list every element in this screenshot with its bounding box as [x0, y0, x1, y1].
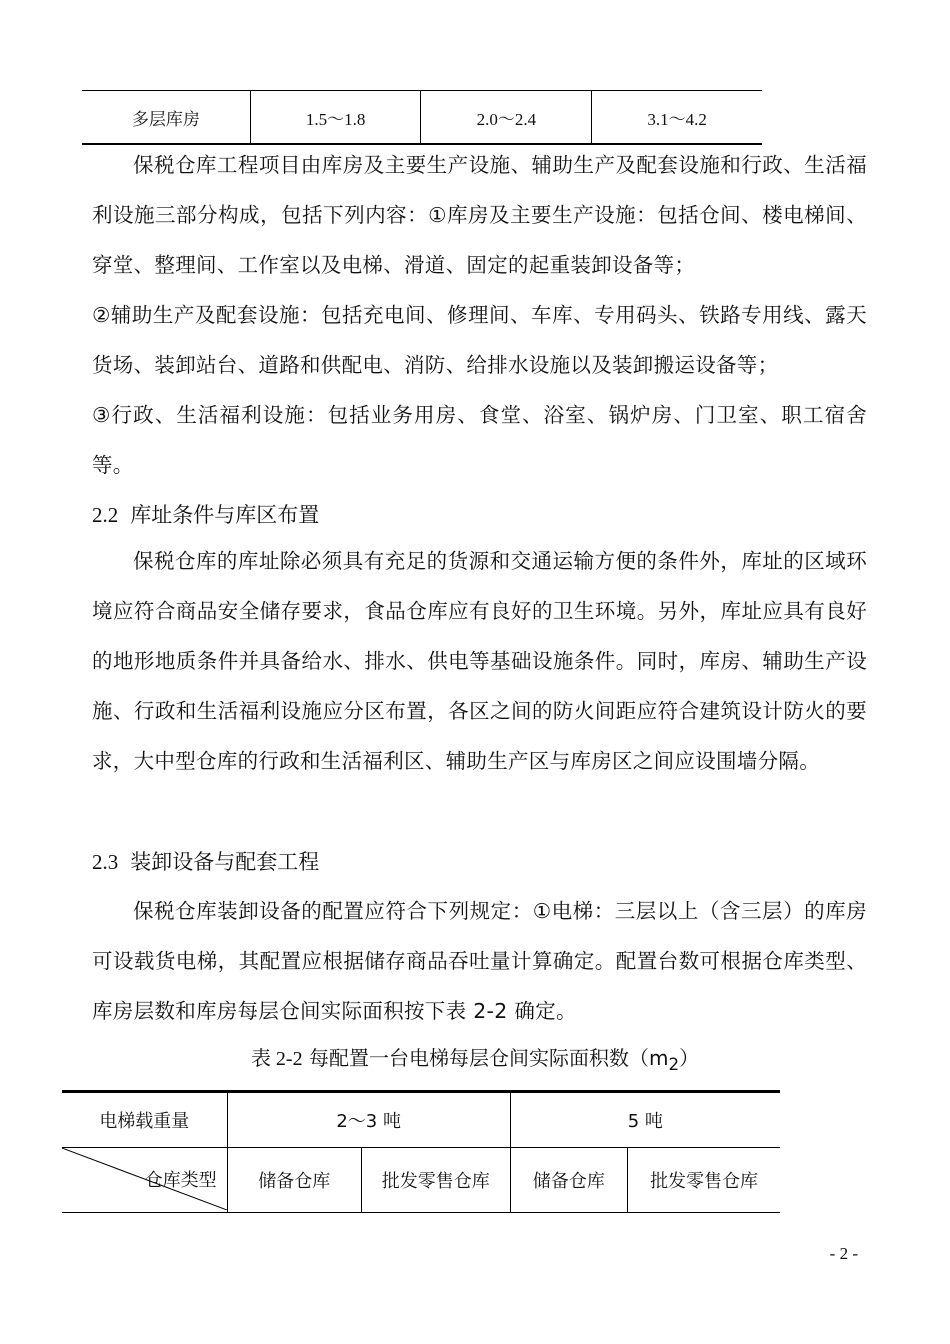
table-cell: 2～3 吨: [227, 1092, 510, 1148]
table-label: 表 2-2: [250, 1048, 303, 1070]
caption-subscript: 2: [668, 1055, 680, 1074]
table-row: [62, 1092, 780, 1148]
section-heading-2-2: [92, 495, 319, 535]
paragraph-admin: ③行政、生活福利设施：包括业务用房、食堂、浴室、锅炉房、门卫室、职工宿舍等。: [92, 403, 867, 477]
table-row: [62, 1148, 780, 1213]
table-cell: 1.5～1.8: [250, 91, 421, 145]
caption-close: ）: [679, 1046, 700, 1070]
paragraph-site: 保税仓库的库址除必须具有充足的货源和交通运输方便的条件外，库址的区域环境应符合商品安全储存要求，食品仓库应有良好的卫生环境。另外，库址应具有良好的地形地质条件并具备给水、排水、供电等基础设施条件。同时，库房、辅助生产设施、行政和生活福利设施应分区布置，各区之间的防火间距应符合建筑设计防火的要求，大中型仓库的行政和生活福利区、辅助生产区与库房区之间应设围墙分隔。: [92, 549, 867, 773]
section-heading-2-3: [92, 842, 319, 882]
table-cell: 2.0～2.4: [421, 91, 592, 145]
floor-table-fragment: [82, 90, 762, 145]
table-cell: 储备仓库: [510, 1148, 627, 1213]
table-cell: 批发零售仓库: [361, 1148, 510, 1213]
paragraph-equipment: 保税仓库装卸设备的配置应符合下列规定：①电梯：三层以上（含三层）的库房可设载货电梯，其配置应根据储存商品吞吐量计算确定。配置台数可根据仓库类型、库房层数和库房每层仓间实际面积按下表 2-2 确定。: [92, 899, 867, 1023]
diagonal-header-cell: [62, 1148, 227, 1213]
section-title: 库址条件与库区布置: [130, 503, 320, 527]
table-cell: 电梯载重量: [62, 1092, 227, 1148]
table-row: [82, 91, 762, 145]
section-title: 装卸设备与配套工程: [130, 850, 320, 874]
table-caption: [0, 1040, 950, 1083]
caption-text: 每配置一台电梯每层仓间实际面积数（m: [308, 1046, 669, 1070]
section-number: 2.2: [92, 503, 119, 527]
page-number: - 2 -: [829, 1244, 858, 1263]
corner-label: 仓库类型: [144, 1170, 217, 1191]
section-number: 2.3: [92, 850, 119, 874]
paragraph-composition: 保税仓库工程项目由库房及主要生产设施、辅助生产及配套设施和行政、生活福利设施三部分构成，包括下列内容：①库房及主要生产设施：包括仓间、楼电梯间、穿堂、整理间、工作室以及电梯、滑道、固定的起重装卸设备等；: [92, 153, 867, 277]
table-cell: 3.1～4.2: [592, 91, 762, 145]
table-cell: 5 吨: [510, 1092, 780, 1148]
paragraph-auxiliary: ②辅助生产及配套设施：包括充电间、修理间、车库、专用码头、铁路专用线、露天货场、装卸站台、道路和供配电、消防、给排水设施以及装卸搬运设备等；: [92, 303, 867, 377]
table-cell: 批发零售仓库: [628, 1148, 780, 1213]
elevator-table: [62, 1090, 780, 1213]
table-cell: 多层库房: [82, 91, 250, 145]
table-cell: 储备仓库: [227, 1148, 361, 1213]
